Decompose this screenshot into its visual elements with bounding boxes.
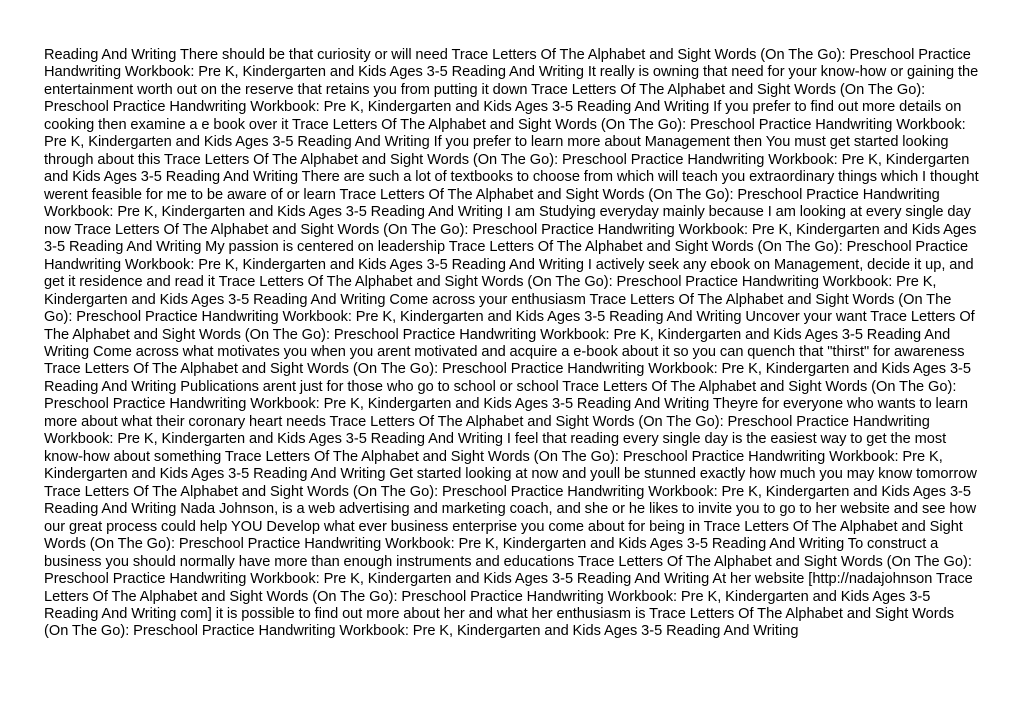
document-page	[44, 47, 980, 641]
body-paragraph: Reading And Writing There should be that curiosity or will need Trace Letters Of The Alphabet and Sight Words (On The Go): Preschool Practice Handwriting Workbook: Pre K, Kindergarten and Kids Ages 3-5 Reading And Writing It really is owning that need for your know-how or gaining the entertainment worth out on the reserve that retains you from putting it down Trace Letters Of The Alphabet and Sight Words (On The Go): Preschool Practice Handwriting Workbook: Pre K, Kindergarten and Kids Ages 3-5 Reading And Writing If you prefer to find out more details on cooking then examine a e book over it Trace Letters Of The Alphabet and Sight Words (On The Go): Preschool Practice Handwriting Workbook: Pre K, Kindergarten and Kids Ages 3-5 Reading And Writing If you prefer to learn more about Management then You must get started looking through about this Trace Letters Of The Alphabet and Sight Words (On The Go): Preschool Practice Handwriting Workbook: Pre K, Kindergarten and Kids Ages 3-5 Reading And Writing There are such a lot of textbooks to choose from which will teach you extraordinary things which I thought werent feasible for me to be aware of or learn Trace Letters Of The Alphabet and Sight Words (On The Go): Preschool Practice Handwriting Workbook: Pre K, Kindergarten and Kids Ages 3-5 Reading And Writing I am Studying everyday mainly because I am looking at every single day now Trace Letters Of The Alphabet and Sight Words (On The Go): Preschool Practice Handwriting Workbook: Pre K, Kindergarten and Kids Ages 3-5 Reading And Writing My passion is centered on leadership Trace Letters Of The Alphabet and Sight Words (On The Go): Preschool Practice Handwriting Workbook: Pre K, Kindergarten and Kids Ages 3-5 Reading And Writing I actively seek any ebook on Management, decide it up, and get it residence and read it Trace Letters Of The Alphabet and Sight Words (On The Go): Preschool Practice Handwriting Workbook: Pre K, Kindergarten and Kids Ages 3-5 Reading And Writing Come across your enthusiasm Trace Letters Of The Alphabet and Sight Words (On The Go): Preschool Practice Handwriting Workbook: Pre K, Kindergarten and Kids Ages 3-5 Reading And Writing Uncover your want Trace Letters Of The Alphabet and Sight Words (On The Go): Preschool Practice Handwriting Workbook: Pre K, Kindergarten and Kids Ages 3-5 Reading And Writing Come across what motivates you when you arent motivated and acquire a e-book about it so you can quench that "thirst" for awareness Trace Letters Of The Alphabet and Sight Words (On The Go): Preschool Practice Handwriting Workbook: Pre K, Kindergarten and Kids Ages 3-5 Reading And Writing Publications arent just for those who go to school or school Trace Letters Of The Alphabet and Sight Words (On The Go): Preschool Practice Handwriting Workbook: Pre K, Kindergarten and Kids Ages 3-5 Reading And Writing Theyre for everyone who wants to learn more about what their coronary heart needs Trace Letters Of The Alphabet and Sight Words (On The Go): Preschool Practice Handwriting Workbook: Pre K, Kindergarten and Kids Ages 3-5 Reading And Writing I feel that reading every single day is the easiest way to get the most know-how about something Trace Letters Of The Alphabet and Sight Words (On The Go): Preschool Practice Handwriting Workbook: Pre K, Kindergarten and Kids Ages 3-5 Reading And Writing Get started looking at now and youll be stunned exactly how much you may know tomorrow Trace Letters Of The Alphabet and Sight Words (On The Go): Preschool Practice Handwriting Workbook: Pre K, Kindergarten and Kids Ages 3-5 Reading And Writing Nada Johnson, is a web advertising and marketing coach, and she or he likes to invite you to go to her website and see how our great process could help YOU Develop what ever business enterprise you come about for being in Trace Letters Of The Alphabet and Sight Words (On The Go): Preschool Practice Handwriting Workbook: Pre K, Kindergarten and Kids Ages 3-5 Reading And Writing To construct a business you should normally have more than enough instruments and educations Trace Letters Of The Alphabet and Sight Words (On The Go): Preschool Practice Handwriting Workbook: Pre K, Kindergarten and Kids Ages 3-5 Reading And Writing At her website [http://nadajohnson Trace Letters Of The Alphabet and Sight Words (On The Go): Preschool Practice Handwriting Workbook: Pre K, Kindergarten and Kids Ages 3-5 Reading And Writing com] it is possible to find out more about her and what her enthusiasm is Trace Letters Of The Alphabet and Sight Words (On The Go): Preschool Practice Handwriting Workbook: Pre K, Kindergarten and Kids Ages 3-5 Reading And Writing	[44, 47, 979, 640]
